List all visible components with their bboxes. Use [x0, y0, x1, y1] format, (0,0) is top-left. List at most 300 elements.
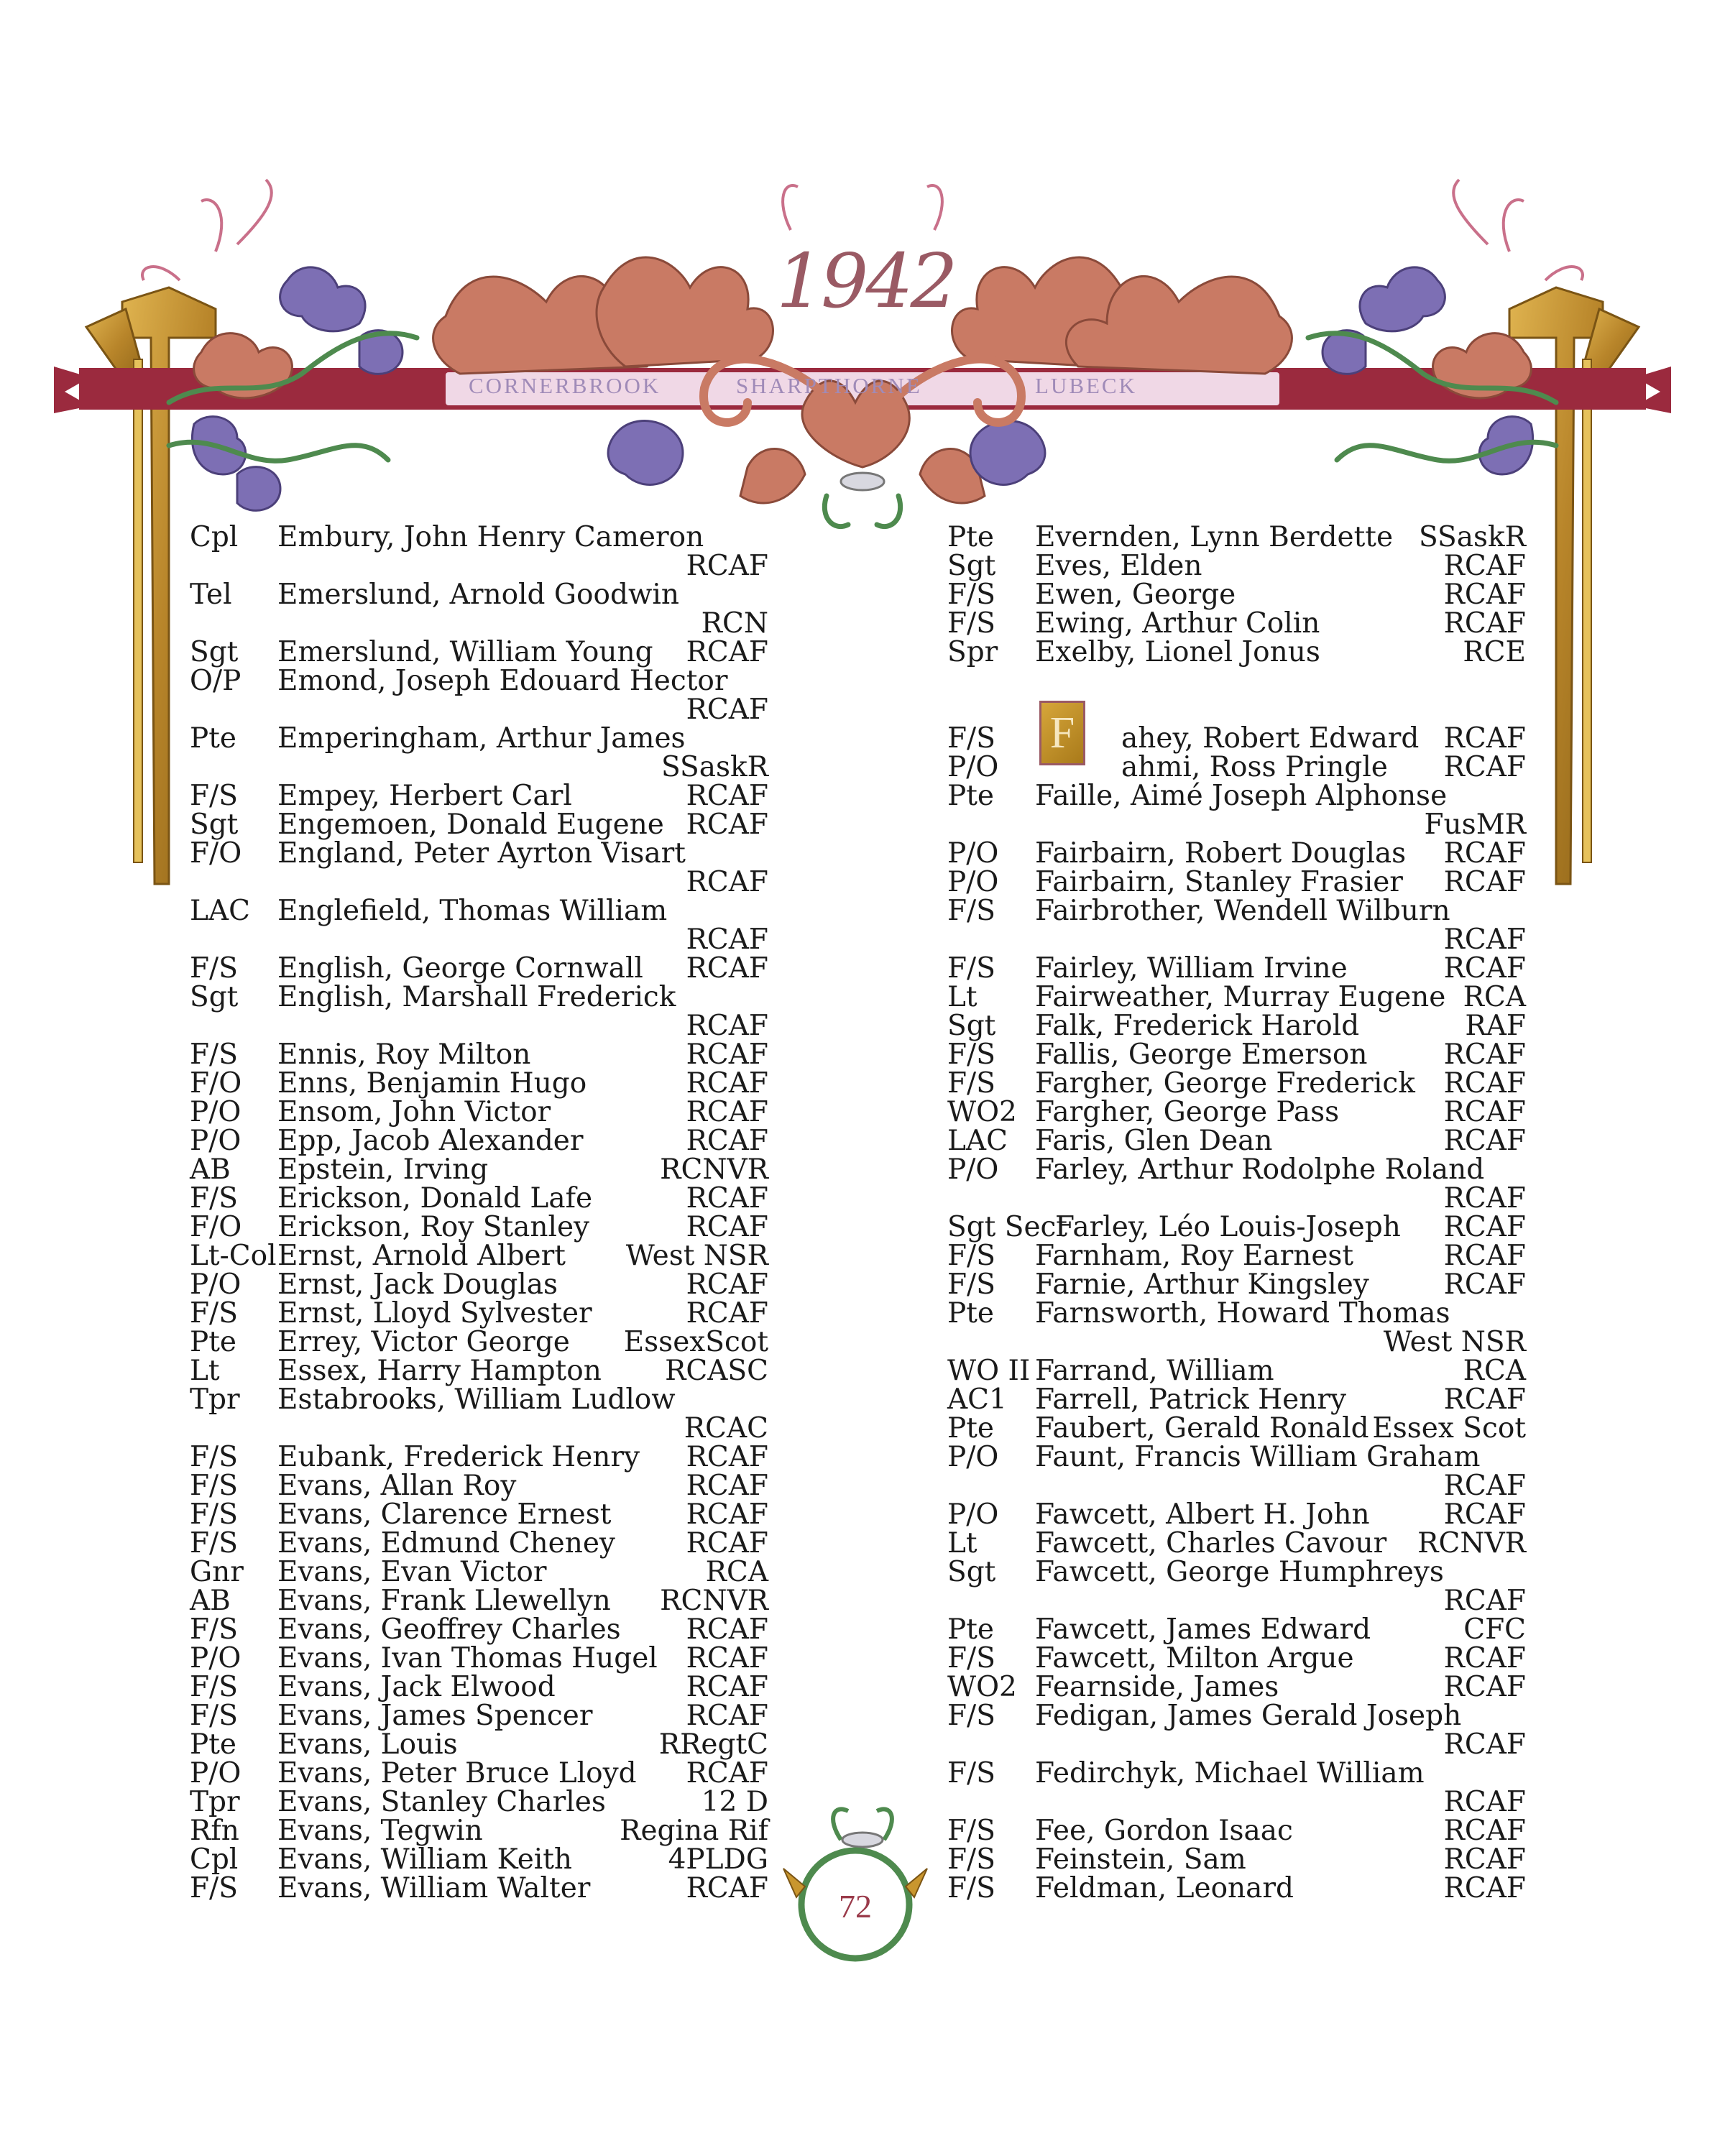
- entry-name: Farnsworth, Howard Thomas: [1035, 1297, 1450, 1330]
- entry-unit: RCAF: [686, 1441, 768, 1473]
- roll-entry: [190, 1498, 768, 1531]
- entry-rank: F/S: [190, 1297, 238, 1330]
- entry-unit: RCAF: [686, 808, 768, 841]
- entry-rank: LAC: [190, 895, 250, 927]
- entry-unit: RCAF: [686, 1010, 768, 1042]
- entry-unit: RCAF: [686, 1470, 768, 1502]
- entry-name: Enns, Benjamin Hugo: [277, 1067, 587, 1100]
- entry-unit: West NSR: [1383, 1326, 1526, 1358]
- roll-entry: [190, 1127, 768, 1156]
- entry-rank: F/S: [947, 1642, 995, 1674]
- roll-entry: [947, 753, 1526, 782]
- roll-entry: [947, 1613, 1526, 1646]
- roll-entry: [190, 1759, 768, 1788]
- entry-name: Evans, Edmund Cheney: [277, 1527, 615, 1560]
- entry-rank: O/P: [190, 665, 242, 697]
- roll-entry: [947, 983, 1526, 1012]
- year-heading: 1942: [776, 237, 955, 325]
- roll-entry: [947, 1874, 1526, 1903]
- entry-name: Evernden, Lynn Berdette: [1035, 521, 1394, 553]
- roll-entry: [947, 1268, 1526, 1301]
- entry-name: English, George Cornwall: [277, 952, 643, 985]
- roll-entry: [190, 1874, 768, 1903]
- entry-name: Farrell, Patrick Henry: [1035, 1383, 1347, 1416]
- roll-entry: [947, 1242, 1526, 1271]
- roll-entry: [190, 983, 768, 1041]
- entry-rank: Pte: [947, 780, 994, 812]
- entry-name: Fawcett, Charles Cavour: [1035, 1527, 1387, 1560]
- entry-name: Evans, Clarence Ernest: [277, 1498, 612, 1531]
- roll-entry: [947, 724, 1526, 753]
- roll-entry: [190, 1702, 768, 1731]
- roll-entry: [190, 1472, 768, 1501]
- entry-unit: RCAF: [1443, 1125, 1526, 1157]
- entry-rank: Pte: [947, 1412, 994, 1445]
- column-spacer: [947, 696, 1526, 724]
- roll-entry: [190, 1098, 768, 1127]
- entry-rank: P/O: [947, 1441, 999, 1473]
- entry-unit: 12 D: [701, 1786, 768, 1818]
- entry-rank: P/O: [190, 1268, 242, 1301]
- entry-unit: RCAF: [1443, 1096, 1526, 1128]
- page-number: 72: [839, 1888, 872, 1925]
- entry-name: Fairweather, Murray Eugene: [1035, 981, 1446, 1013]
- roll-entry: [947, 1843, 1526, 1876]
- entry-rank: Sgt Sect: [947, 1211, 1068, 1243]
- entry-name: Evans, Stanley Charles: [277, 1786, 606, 1818]
- entry-rank: F/S: [947, 1815, 995, 1847]
- roll-entry: [190, 808, 768, 841]
- entry-unit: RCAF: [686, 1182, 768, 1215]
- roll-entry: [190, 1069, 768, 1098]
- entry-name: Errey, Victor George: [277, 1326, 570, 1358]
- entry-unit: RCAF: [686, 1096, 768, 1128]
- entry-unit: RCNVR: [660, 1153, 768, 1186]
- entry-rank: P/O: [190, 1125, 242, 1157]
- entry-name: Faille, Aimé Joseph Alphonse: [1035, 780, 1448, 812]
- roll-entry: [947, 1299, 1526, 1357]
- entry-rank: AC1: [947, 1383, 1007, 1416]
- roll-entry: [190, 1613, 768, 1646]
- entry-unit: RCE: [1463, 636, 1526, 668]
- entry-name: Evans, Louis: [277, 1728, 458, 1761]
- entry-name: Fairbairn, Robert Douglas: [1035, 837, 1407, 870]
- silver-band-icon: [841, 473, 884, 490]
- entry-name: Fawcett, Milton Argue: [1035, 1642, 1354, 1674]
- entry-rank: F/S: [947, 1038, 995, 1071]
- entry-name: Emperingham, Arthur James: [277, 722, 686, 755]
- entry-unit: RCAF: [686, 866, 768, 898]
- entry-name: Faubert, Gerald Ronald: [1035, 1412, 1369, 1445]
- entry-name: Essex, Harry Hampton: [277, 1355, 602, 1387]
- roll-entry: [947, 782, 1526, 839]
- roll-entry: [947, 1098, 1526, 1127]
- entry-unit: RCAF: [686, 1872, 768, 1904]
- entry-name: Ernst, Jack Douglas: [277, 1268, 558, 1301]
- entry-name: Fee, Gordon Isaac: [1035, 1815, 1293, 1847]
- entry-rank: F/S: [947, 1268, 995, 1301]
- roll-entry: [947, 581, 1526, 609]
- entry-unit: RCAF: [1443, 1268, 1526, 1301]
- entry-rank: F/S: [947, 722, 995, 755]
- entry-unit: RCAF: [686, 1125, 768, 1157]
- entry-rank: AB: [190, 1585, 231, 1617]
- roll-entry: [190, 1817, 768, 1846]
- roll-entry: [947, 1414, 1526, 1443]
- entry-name: Feinstein, Sam: [1035, 1843, 1246, 1876]
- entry-rank: F/S: [190, 780, 238, 812]
- roll-entry: [190, 1587, 768, 1616]
- entry-unit: RCA: [1463, 1355, 1526, 1387]
- roll-entry: [190, 1728, 768, 1761]
- entry-rank: P/O: [190, 1757, 242, 1789]
- roll-entry: [947, 523, 1526, 552]
- entry-rank: Pte: [190, 1728, 236, 1761]
- entry-name: Farnham, Roy Earnest: [1035, 1240, 1354, 1272]
- entry-name: Faris, Glen Dean: [1035, 1125, 1273, 1157]
- entry-unit: RCAF: [1443, 607, 1526, 640]
- entry-name: Evans, Jack Elwood: [277, 1671, 556, 1703]
- entry-unit: RCAF: [1443, 837, 1526, 870]
- entry-rank: F/S: [190, 1527, 238, 1560]
- entry-unit: RCAF: [686, 1613, 768, 1646]
- entry-rank: F/S: [190, 1700, 238, 1732]
- entry-rank: LAC: [947, 1125, 1008, 1157]
- roll-entry: [190, 1242, 768, 1271]
- entry-rank: Tel: [190, 579, 232, 611]
- roll-entry: [947, 1012, 1526, 1041]
- entry-name: Ewing, Arthur Colin: [1035, 607, 1320, 640]
- entry-rank: F/S: [947, 1757, 995, 1789]
- entry-unit: West NSR: [625, 1240, 768, 1272]
- entry-rank: F/S: [190, 1872, 238, 1904]
- entry-unit: RCAF: [1443, 1642, 1526, 1674]
- entry-name: Estabrooks, William Ludlow: [277, 1383, 676, 1416]
- entry-rank: Lt-Col: [190, 1240, 277, 1272]
- roll-entry: [190, 1673, 768, 1702]
- entry-rank: F/S: [947, 1872, 995, 1904]
- entry-unit: Regina Rif: [620, 1815, 768, 1847]
- entry-name: Exelby, Lionel Jonus: [1035, 636, 1320, 668]
- entry-rank: Sgt: [190, 636, 239, 668]
- entry-name: Fedigan, James Gerald Joseph: [1035, 1700, 1462, 1732]
- entry-rank: WO II: [947, 1355, 1031, 1387]
- entry-name: Falk, Frederick Harold: [1035, 1010, 1360, 1042]
- roll-entry: [947, 1558, 1526, 1616]
- right-name-column: [947, 523, 1526, 1903]
- roll-entry: [190, 1213, 768, 1242]
- entry-name: Embury, John Henry Cameron: [277, 521, 704, 553]
- entry-rank: WO2: [947, 1096, 1017, 1128]
- roll-entry: [190, 1357, 768, 1386]
- entry-name: Emerslund, Arnold Goodwin: [277, 579, 679, 611]
- entry-rank: Cpl: [190, 521, 239, 553]
- entry-unit: Essex Scot: [1372, 1412, 1526, 1445]
- entry-rank: P/O: [190, 1096, 242, 1128]
- banner-label-3: LUBECK: [1035, 373, 1137, 398]
- entry-unit: 4PLDG: [668, 1843, 768, 1876]
- entry-rank: Sgt: [947, 550, 996, 582]
- entry-name: Fawcett, Albert H. John: [1035, 1498, 1370, 1531]
- roll-entry: [190, 1383, 768, 1445]
- entry-rank: P/O: [947, 751, 999, 783]
- entry-rank: Cpl: [190, 1843, 239, 1876]
- entry-unit: RCAF: [1443, 579, 1526, 611]
- roll-entry: [947, 1529, 1526, 1558]
- entry-name: Fargher, George Frederick: [1035, 1067, 1415, 1100]
- entry-unit: RCAF: [1443, 550, 1526, 582]
- entry-unit: RCAF: [1443, 1815, 1526, 1847]
- entry-name: Evans, Evan Victor: [277, 1556, 547, 1588]
- entry-unit: SSaskR: [661, 751, 768, 783]
- entry-rank: Gnr: [190, 1556, 244, 1588]
- entry-name: ahey, Robert Edward: [1121, 722, 1420, 755]
- entry-rank: F/S: [947, 1700, 995, 1732]
- entry-name: Fairbrother, Wendell Wilburn: [1035, 895, 1450, 927]
- entry-unit: RCAF: [686, 1642, 768, 1674]
- entry-unit: RCAF: [686, 780, 768, 812]
- entry-rank: Sgt: [190, 808, 239, 841]
- roll-entry: [947, 1759, 1526, 1817]
- entry-rank: Spr: [947, 636, 998, 668]
- entry-rank: Pte: [190, 1326, 236, 1358]
- entry-rank: F/S: [947, 1843, 995, 1876]
- entry-unit: RCAF: [686, 1268, 768, 1301]
- entry-name: Faunt, Francis William Graham: [1035, 1441, 1481, 1473]
- entry-name: Fairley, William Irvine: [1035, 952, 1348, 985]
- roll-entry: [190, 1644, 768, 1673]
- entry-name: Farrand, William: [1035, 1355, 1274, 1387]
- entry-rank: P/O: [947, 1153, 999, 1186]
- roll-entry: [947, 868, 1526, 897]
- entry-name: Fallis, George Emerson: [1035, 1038, 1368, 1071]
- entry-unit: RCAF: [686, 1757, 768, 1789]
- entry-unit: RCAF: [1443, 1728, 1526, 1761]
- entry-rank: Rfn: [190, 1815, 239, 1847]
- entry-rank: Tpr: [190, 1383, 240, 1416]
- entry-unit: RCAF: [1443, 952, 1526, 985]
- entry-name: Farley, Léo Louis-Joseph: [1055, 1211, 1401, 1243]
- entry-name: Evans, Ivan Thomas Hugel: [277, 1642, 658, 1674]
- entry-unit: RCAF: [1443, 1383, 1526, 1416]
- roll-entry: [947, 839, 1526, 868]
- entry-unit: RCAF: [1443, 1038, 1526, 1071]
- roll-entry: [947, 609, 1526, 638]
- entry-name: Eubank, Frederick Henry: [277, 1441, 640, 1473]
- entry-rank: P/O: [947, 866, 999, 898]
- roll-entry: [190, 1038, 768, 1071]
- entry-unit: RCNVR: [660, 1585, 768, 1617]
- entry-unit: RCAF: [1443, 923, 1526, 956]
- entry-unit: RCAF: [686, 1671, 768, 1703]
- entry-name: England, Peter Ayrton Visart: [277, 837, 686, 870]
- entry-rank: Sgt: [947, 1556, 996, 1588]
- entry-unit: RCAF: [686, 1700, 768, 1732]
- roll-entry: [947, 1127, 1526, 1156]
- entry-name: Ewen, George: [1035, 579, 1236, 611]
- entry-name: Fearnside, James: [1035, 1671, 1279, 1703]
- entry-unit: RCAF: [1443, 1470, 1526, 1502]
- roll-entry: [190, 1788, 768, 1817]
- entry-name: Fedirchyk, Michael William: [1035, 1757, 1425, 1789]
- entry-unit: RCAF: [686, 550, 768, 582]
- roll-entry: [190, 724, 768, 782]
- roll-entry: [947, 1038, 1526, 1071]
- entry-rank: F/S: [947, 607, 995, 640]
- entry-unit: RCAF: [686, 1527, 768, 1560]
- roll-entry: [947, 1702, 1526, 1759]
- entry-unit: SSaskR: [1418, 521, 1526, 553]
- entry-name: Ennis, Roy Milton: [277, 1038, 531, 1071]
- entry-rank: F/S: [947, 1067, 995, 1100]
- entry-name: Fargher, George Pass: [1035, 1096, 1340, 1128]
- entry-rank: Lt: [947, 981, 978, 1013]
- page-number-roundel-icon: [783, 1809, 927, 1958]
- roll-entry: [190, 523, 768, 581]
- entry-name: Erickson, Donald Lafe: [277, 1182, 593, 1215]
- entry-name: Fawcett, James Edward: [1035, 1613, 1371, 1646]
- entry-unit: RCAF: [1443, 1498, 1526, 1531]
- entry-name: Epp, Jacob Alexander: [277, 1125, 584, 1157]
- entry-name: Epstein, Irving: [277, 1153, 489, 1186]
- entry-rank: Pte: [947, 1297, 994, 1330]
- entry-unit: RCAF: [1443, 1786, 1526, 1818]
- entry-name: Empey, Herbert Carl: [277, 780, 572, 812]
- roll-entry: [947, 1644, 1526, 1673]
- entry-rank: F/S: [190, 1441, 238, 1473]
- entry-rank: P/O: [190, 1642, 242, 1674]
- entry-unit: RCAF: [1443, 866, 1526, 898]
- entry-name: Evans, Frank Llewellyn: [277, 1585, 611, 1617]
- entry-name: Fairbairn, Stanley Frasier: [1035, 866, 1403, 898]
- entry-rank: F/S: [190, 1671, 238, 1703]
- roll-entry: [190, 667, 768, 724]
- entry-name: Emerslund, William Young: [277, 636, 653, 668]
- entry-unit: EssexScot: [623, 1326, 768, 1358]
- entry-name: English, Marshall Frederick: [277, 981, 676, 1013]
- entry-unit: RCAF: [1443, 1240, 1526, 1272]
- entry-name: Feldman, Leonard: [1035, 1872, 1294, 1904]
- left-name-column: [190, 523, 768, 1903]
- entry-name: Emond, Joseph Edouard Hector: [277, 665, 728, 697]
- entry-unit: RCAF: [686, 1498, 768, 1531]
- roll-entry: [947, 638, 1526, 667]
- entry-unit: RCAF: [686, 636, 768, 668]
- entry-rank: F/S: [190, 1613, 238, 1646]
- entry-name: Evans, William Keith: [277, 1843, 573, 1876]
- roll-entry: [947, 1673, 1526, 1702]
- roll-entry: [190, 1184, 768, 1213]
- roll-entry: [190, 839, 768, 897]
- entry-unit: RCAF: [686, 1297, 768, 1330]
- roll-entry: [190, 581, 768, 638]
- entry-rank: F/O: [190, 1067, 242, 1100]
- entry-unit: RCAF: [686, 694, 768, 726]
- banner-label-2: SHARPTHORNE: [736, 373, 922, 398]
- entry-name: Englefield, Thomas William: [277, 895, 668, 927]
- entry-rank: AB: [190, 1153, 231, 1186]
- entry-rank: Pte: [190, 722, 236, 755]
- entry-unit: RCAF: [686, 1067, 768, 1100]
- roll-entry: [190, 897, 768, 954]
- entry-name: ahmi, Ross Pringle: [1121, 751, 1388, 783]
- entry-unit: RCAF: [1443, 1211, 1526, 1243]
- roll-entry: [947, 552, 1526, 581]
- entry-rank: Pte: [947, 1613, 994, 1646]
- roll-entry: [190, 1843, 768, 1876]
- entry-rank: F/S: [947, 952, 995, 985]
- entry-rank: Lt: [190, 1355, 220, 1387]
- entry-name: Ensom, John Victor: [277, 1096, 551, 1128]
- roll-entry: [190, 1268, 768, 1301]
- roll-entry: [947, 1443, 1526, 1501]
- entry-unit: RCAF: [1443, 1872, 1526, 1904]
- entry-rank: F/S: [190, 1470, 238, 1502]
- entry-name: Fawcett, George Humphreys: [1035, 1556, 1444, 1588]
- entry-rank: F/S: [190, 1182, 238, 1215]
- illuminated-initial: F: [1039, 701, 1085, 765]
- entry-unit: RCAF: [1443, 1843, 1526, 1876]
- entry-unit: CFC: [1463, 1613, 1526, 1646]
- roll-entry: [947, 1817, 1526, 1846]
- entry-unit: RCAF: [686, 1038, 768, 1071]
- entry-unit: RCAF: [1443, 1585, 1526, 1617]
- entry-rank: F/S: [947, 1240, 995, 1272]
- entry-unit: RCNVR: [1417, 1527, 1526, 1560]
- entry-unit: RCAF: [1443, 1671, 1526, 1703]
- roll-entry: [190, 1328, 768, 1357]
- entry-unit: RCAF: [1443, 1067, 1526, 1100]
- entry-rank: P/O: [947, 837, 999, 870]
- entry-rank: WO2: [947, 1671, 1017, 1703]
- entry-rank: F/O: [190, 1211, 242, 1243]
- entry-rank: Pte: [947, 521, 994, 553]
- roll-entry: [190, 638, 768, 667]
- roll-entry: [947, 1383, 1526, 1416]
- entry-unit: RAF: [1465, 1010, 1526, 1042]
- roll-entry: [190, 1529, 768, 1558]
- roll-entry: [947, 1498, 1526, 1531]
- roll-entry: [947, 954, 1526, 983]
- entry-unit: RCASC: [665, 1355, 768, 1387]
- entry-name: Erickson, Roy Stanley: [277, 1211, 590, 1243]
- entry-unit: RCAF: [1443, 751, 1526, 783]
- entry-unit: RCAF: [1443, 722, 1526, 755]
- entry-rank: P/O: [947, 1498, 999, 1531]
- entry-rank: F/S: [947, 895, 995, 927]
- entry-rank: Sgt: [947, 1010, 996, 1042]
- entry-name: Farley, Arthur Rodolphe Roland: [1035, 1153, 1485, 1186]
- entry-name: Ernst, Lloyd Sylvester: [277, 1297, 592, 1330]
- entry-unit: RCAF: [1443, 1182, 1526, 1215]
- entry-unit: RCAF: [686, 952, 768, 985]
- entry-name: Evans, Geoffrey Charles: [277, 1613, 621, 1646]
- banner-label-1: CORNERBROOK: [469, 373, 661, 398]
- entry-name: Evans, Allan Roy: [277, 1470, 517, 1502]
- entry-unit: RCA: [1463, 981, 1526, 1013]
- entry-rank: F/S: [190, 952, 238, 985]
- roll-entry: [947, 897, 1526, 954]
- roll-entry: [190, 1299, 768, 1328]
- entry-unit: RCAC: [684, 1412, 768, 1445]
- entry-name: Evans, Tegwin: [277, 1815, 483, 1847]
- entry-rank: F/O: [190, 837, 242, 870]
- entry-rank: F/S: [190, 1498, 238, 1531]
- entry-unit: FusMR: [1424, 808, 1526, 841]
- roll-entry: [190, 782, 768, 811]
- column-spacer: [947, 667, 1526, 696]
- entry-name: Evans, James Spencer: [277, 1700, 593, 1732]
